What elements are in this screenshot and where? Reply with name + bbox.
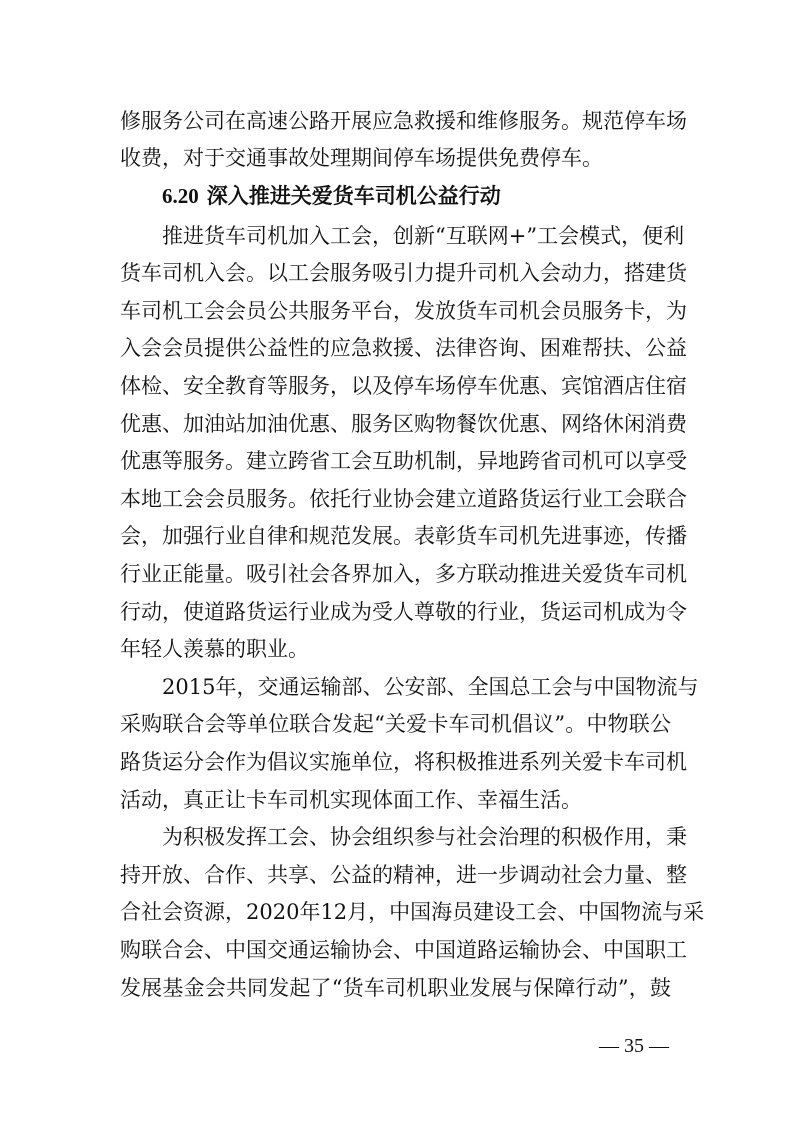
page-number: — 35 — <box>599 1035 669 1057</box>
continued-paragraph-line: 收费，对于交通事故处理期间停车场提供免费停车。 <box>120 146 603 170</box>
paragraph-line: 行动，使道路货运行业成为受人尊敬的行业，货运司机成为令 <box>120 600 687 624</box>
paragraph-line: 会，加强行业自律和规范发展。表彰货车司机先进事迹，传播 <box>120 524 687 548</box>
paragraph-line: 2015年，交通运输部、公安部、全国总工会与中国物流与 <box>162 675 699 699</box>
continued-paragraph-line: 修服务公司在高速公路开展应急救援和维修服务。规范停车场 <box>120 109 687 133</box>
paragraph-line: 车司机工会会员公共服务平台，发放货车司机会员服务卡，为 <box>120 299 687 323</box>
paragraph-line: 入会会员提供公益性的应急救援、法律咨询、困难帮扶、公益 <box>120 336 687 360</box>
section-number: 6.20 <box>162 184 199 208</box>
paragraph-line: 持开放、合作、共享、公益的精神，进一步调动社会力量、整 <box>120 863 687 887</box>
paragraph-line: 为积极发挥工会、协会组织参与社会治理的积极作用，秉 <box>162 825 687 849</box>
paragraph-line: 活动，真正让卡车司机实现体面工作、幸福生活。 <box>120 788 582 812</box>
paragraph-line: 行业正能量。吸引社会各界加入，多方联动推进关爱货车司机 <box>120 562 687 586</box>
paragraph-line: 合社会资源，2020年12月，中国海员建设工会、中国物流与采 <box>120 900 705 924</box>
paragraph-line: 体检、安全教育等服务，以及停车场停车优惠、宾馆酒店住宿 <box>120 374 687 398</box>
paragraph-line: 采购联合会等单位联合发起“关爱卡车司机倡议”。中物联公 <box>120 712 671 736</box>
paragraph-line: 推进货车司机加入工会，创新“互联网+”工会模式，便利 <box>162 224 685 248</box>
paragraph-line: 购联合会、中国交通运输协会、中国道路运输协会、中国职工 <box>120 938 687 962</box>
section-heading <box>162 181 501 211</box>
section-title: 深入推进关爱货车司机公益行动 <box>206 184 501 208</box>
paragraph-line: 货车司机入会。以工会服务吸引力提升司机入会动力，搭建货 <box>120 261 687 285</box>
paragraph-line: 本地工会会员服务。依托行业协会建立道路货运行业工会联合 <box>120 487 687 511</box>
paragraph-line: 优惠等服务。建立跨省工会互助机制，异地跨省司机可以享受 <box>120 449 687 473</box>
paragraph-line: 发展基金会共同发起了“货车司机职业发展与保障行动”，鼓 <box>120 976 671 1000</box>
paragraph-line: 年轻人羡慕的职业。 <box>120 637 309 661</box>
paragraph-line: 优惠、加油站加油优惠、服务区购物餐饮优惠、网络休闲消费 <box>120 412 687 436</box>
paragraph-line: 路货运分会作为倡议实施单位，将积极推进系列关爱卡车司机 <box>120 750 687 774</box>
